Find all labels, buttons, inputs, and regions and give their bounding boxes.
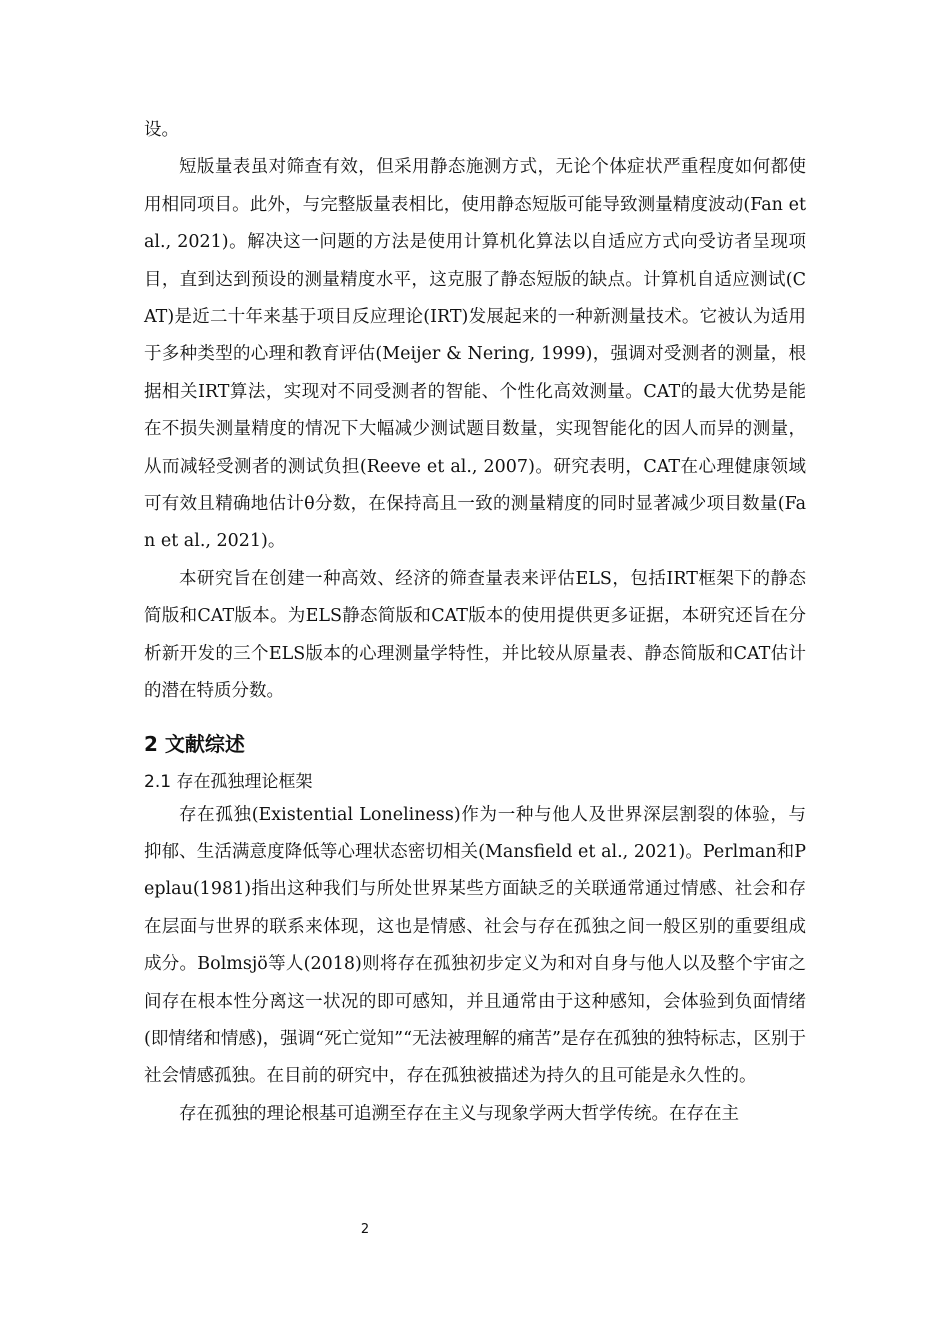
paragraph-theory-roots: 存在孤独的理论根基可追溯至存在主义与现象学两大哲学传统。在存在主 bbox=[179, 1103, 739, 1124]
paragraph-cat-intro: 短版量表虽对筛查有效，但采用静态施测方式，无论个体症状严重程度如何都使用相同项目。此外，与完整版量表相比，使用静态短版可能导致测量精度波动(Fan et al., 2021)。解决这一问题的方法是使用计算机化算法以自适应方式向受访者呈现项目，直到达到预设的测量精度水平，这克服了静态短版的缺点。计算机自适应测试(CAT)是近二十年来基于项目反应理论(IRT)发展起来的一种新测量技术。它被认为适用于多种类型的心理和教育评估(Meijer & Nering, 1999)，强调对受测者的测量，根据相关IRT算法，实现对不同受测者的智能、个性化高效测量。CAT的最大优势是能在不损失测量精度的情况下大幅减少测试题目数量，实现智能化的因人而异的测量，从而减轻受测者的测试负担(Reeve et al., 2007)。研究表明，CAT在心理健康领域可有效且精确地估计θ分数，在保持高且一致的测量精度的同时显著减少项目数量(Fan et al., 2021)。 bbox=[144, 157, 806, 552]
paragraph-existential-loneliness: 存在孤独(Existential Loneliness)作为一种与他人及世界深层割裂的体验，与抑郁、生活满意度降低等心理状态密切相关(Mansfield et al., 2021)。Perlman和Peplau(1981)指出这种我们与所处世界某些方面缺乏的关联通常通过情感、社会和存在层面与世界的联系来体现，这也是情感、社会与存在孤独之间一般区别的重要组成成分。Bolmsjö等人(2018)则将存在孤独初步定义为和对自身与他人以及整个宇宙之间存在根本性分离这一状况的即可感知，并且通常由于这种感知，会体验到负面情绪(即情绪和情感)，强调“死亡觉知”“无法被理解的痛苦”是存在孤独的独特标志，区别于社会情感孤独。在目前的研究中，存在孤独被描述为持久的且可能是永久性的。 bbox=[144, 804, 806, 1087]
subsection-heading: 2.1 存在孤独理论框架 bbox=[144, 771, 313, 792]
paragraph-study-aim: 本研究旨在创建一种高效、经济的筛查量表来评估ELS，包括IRT框架下的静态简版和CAT版本。为ELS静态简版和CAT版本的使用提供更多证据，本研究还旨在分析新开发的三个ELS版本的心理测量学特性，并比较从原量表、静态简版和CAT估计的潜在特质分数。 bbox=[144, 568, 806, 702]
section-heading: 2 文献综述 bbox=[144, 731, 245, 756]
paragraph-continuation: 设。 bbox=[144, 120, 179, 140]
page-content bbox=[144, 112, 806, 1133]
page-number: 2 bbox=[360, 1222, 370, 1237]
